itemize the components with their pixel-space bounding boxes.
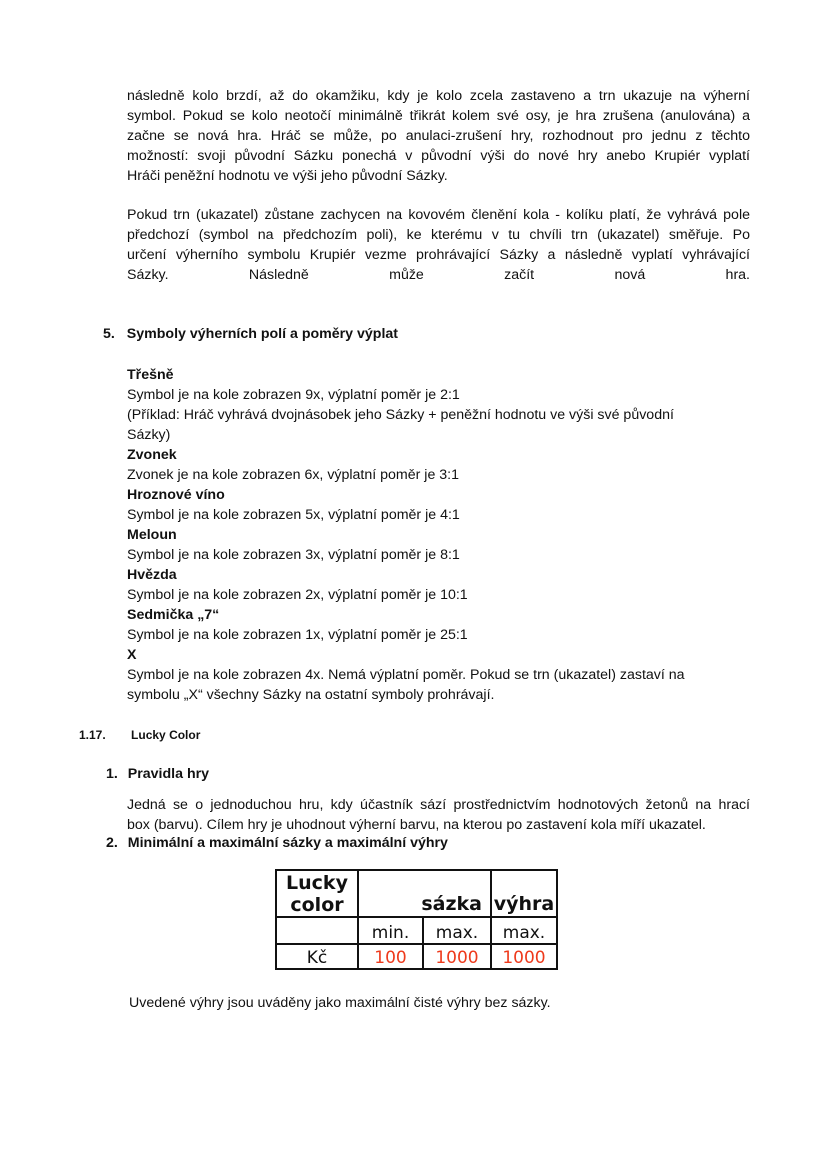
section-title: Symboly výherních polí a poměry výplat bbox=[126, 326, 399, 342]
paragraph-pointer-rule bbox=[127, 205, 750, 285]
table-cell-game bbox=[276, 870, 358, 917]
table-cell-win: výhra bbox=[491, 870, 557, 917]
table-cell-min-value: 100 bbox=[358, 944, 423, 969]
text-line: následně kolo brzdí, až do okamžiku, kdy je kolo zcela zastaveno a trn ukazuje na výherní bbox=[127, 88, 750, 104]
item-title: Minimální a maximální sázky a maximální výhry bbox=[127, 835, 448, 851]
text-line: určení výherního symbolu Krupiér vezme prohrávající Sázky a následně vyplatí vyhrávající bbox=[127, 247, 750, 263]
section-117-heading bbox=[79, 727, 200, 743]
table-header-row bbox=[276, 870, 557, 917]
text-line: Pokud trn (ukazatel) zůstane zachycen na kovovém členění kola - kolíku platí, že vyhrává pole bbox=[127, 207, 750, 223]
text-line: Hráči peněžní hodnotu ve výši jeho původní Sázky. bbox=[127, 168, 448, 184]
table-cell-min-label: min. bbox=[358, 917, 423, 944]
text-line: možností: svoji původní Sázku ponechá v původní výši do nové hry anebo Krupiér vyplatí bbox=[127, 148, 750, 164]
symbol-desc: Zvonek je na kole zobrazen 6x, výplatní poměr je 3:1 bbox=[127, 467, 460, 483]
symbol-desc: Symbol je na kole zobrazen 9x, výplatní poměr je 2:1 bbox=[127, 387, 460, 403]
bets-heading bbox=[106, 833, 448, 853]
item-number: 2. bbox=[106, 835, 118, 851]
symbol-desc: Symbol je na kole zobrazen 5x, výplatní poměr je 4:1 bbox=[127, 507, 460, 523]
table-cell-bet: sázka bbox=[358, 870, 491, 917]
rules-heading bbox=[106, 764, 209, 784]
table-cell-max-value: 1000 bbox=[423, 944, 491, 969]
item-number: 1. bbox=[106, 766, 118, 782]
bets-table bbox=[275, 869, 558, 970]
text-line: Jedná se o jednoduchou hru, kdy účastník sází prostřednictvím hodnotových žetonů na hrací bbox=[127, 797, 750, 813]
symbol-name: Třešně bbox=[127, 367, 174, 383]
symbol-name: Sedmička „7“ bbox=[127, 607, 220, 623]
text-line: předchozí (symbol na předchozím poli), ke kterému v tu chvíli trn (ukazatel) směřuje. Po bbox=[127, 227, 750, 243]
table-row bbox=[276, 944, 557, 969]
section-title: Lucky Color bbox=[131, 728, 201, 742]
table-cell-win-max-label: max. bbox=[491, 917, 557, 944]
symbol-desc: symbolu „X“ všechny Sázky na ostatní symboly prohrávají. bbox=[127, 687, 495, 703]
symbol-desc: Symbol je na kole zobrazen 1x, výplatní poměr je 25:1 bbox=[127, 627, 468, 643]
table-cell-currency: Kč bbox=[276, 944, 358, 969]
table-cell-win-max-value: 1000 bbox=[491, 944, 557, 969]
symbol-desc: (Příklad: Hráč vyhrává dvojnásobek jeho Sázky + peněžní hodnotu ve výši své původní bbox=[127, 407, 674, 423]
rules-text bbox=[127, 795, 750, 835]
section-5-heading bbox=[103, 324, 398, 344]
symbol-name: X bbox=[127, 647, 137, 663]
table-cell-empty bbox=[276, 917, 358, 944]
text-line: Sázky. Následně může začít nová hra. bbox=[127, 267, 750, 283]
section-number: 5. bbox=[103, 326, 115, 342]
symbol-name: Meloun bbox=[127, 527, 177, 543]
item-title: Pravidla hry bbox=[127, 766, 210, 782]
symbol-desc: Symbol je na kole zobrazen 4x. Nemá výplatní poměr. Pokud se trn (ukazatel) zastaví na bbox=[127, 667, 685, 683]
game-name-line: color bbox=[290, 893, 344, 916]
symbol-name: Hvězda bbox=[127, 567, 177, 583]
symbols-list bbox=[127, 365, 767, 705]
text-line: box (barvu). Cílem hry je uhodnout výherní barvu, na kterou po zastavení kola míří ukazatel. bbox=[127, 817, 706, 833]
game-name-line: Lucky bbox=[286, 871, 348, 894]
symbol-name: Zvonek bbox=[127, 447, 177, 463]
text-line: začne se nová hra. Hráč se může, po anulaci-zrušení hry, rozhodnout pro jednu z těchto bbox=[127, 128, 750, 144]
symbol-name: Hroznové víno bbox=[127, 487, 225, 503]
symbol-desc: Sázky) bbox=[127, 427, 171, 443]
section-number: 1.17. bbox=[79, 728, 106, 742]
symbol-desc: Symbol je na kole zobrazen 2x, výplatní poměr je 10:1 bbox=[127, 587, 468, 603]
paragraph-wheel-stop bbox=[127, 86, 750, 186]
table-cell-max-label: max. bbox=[423, 917, 491, 944]
table-subheader-row bbox=[276, 917, 557, 944]
symbol-desc: Symbol je na kole zobrazen 3x, výplatní poměr je 8:1 bbox=[127, 547, 460, 563]
text-line: symbol. Pokud se kolo neotočí minimálně třikrát kolem své osy, je hra zrušena (anulována) a bbox=[127, 108, 750, 124]
table-note: Uvedené výhry jsou uváděny jako maximální čisté výhry bez sázky. bbox=[129, 995, 551, 1011]
